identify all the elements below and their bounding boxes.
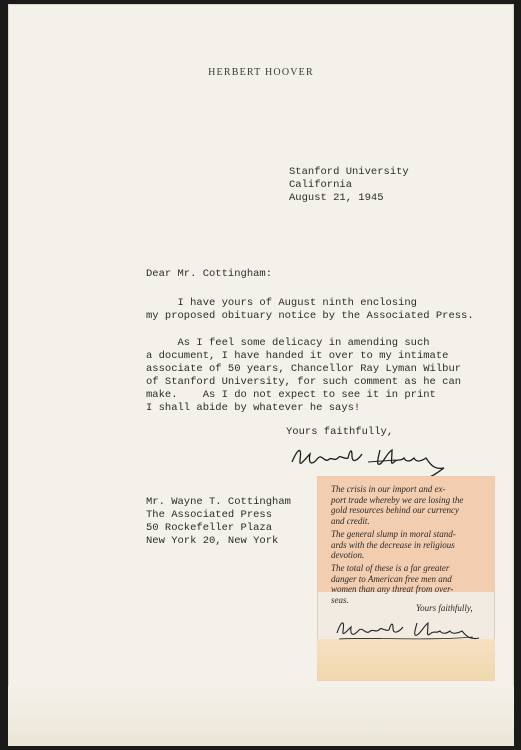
- letter-sheet: [8, 4, 514, 746]
- paragraph-line: of Stanford University, for such comment as he can: [146, 376, 462, 388]
- recipient-line: 50 Rockefeller Plaza: [146, 522, 273, 534]
- clipping-line: The crisis in our import and ex-: [331, 484, 446, 494]
- paragraph-line: I have yours of August ninth enclosing: [146, 297, 417, 309]
- clipping-line: danger to American free men and: [331, 573, 452, 584]
- recipient-line: New York 20, New York: [146, 535, 279, 547]
- paragraph-line: my proposed obituary notice by the Associated Press.: [146, 310, 474, 322]
- closing: Yours faithfully,: [286, 426, 394, 438]
- paragraph-line: I shall abide by whatever he says!: [146, 402, 361, 414]
- paragraph-line: a document, I have handed it over to my intimate: [146, 350, 449, 362]
- clipping-line: The general slump in moral stand-: [331, 529, 456, 539]
- recipient-line: Mr. Wayne T. Cottingham: [146, 496, 291, 508]
- printed-signature: [333, 615, 483, 643]
- paper-edge: [8, 686, 514, 746]
- clipping-line: devotion.: [331, 550, 365, 560]
- clipping-line: The total of these is a far greater: [331, 563, 450, 573]
- recipient-line: The Associated Press: [146, 509, 273, 521]
- clipping-line: and credit.: [331, 515, 370, 526]
- tape-strip: [317, 639, 495, 681]
- clipping-line: ards with the decrease in religious: [331, 539, 455, 550]
- paragraph-line: make. As I do not expect to see it in print: [146, 389, 436, 401]
- paragraph-line: As I feel some delicacy in amending such: [146, 337, 430, 349]
- handwritten-signature: [288, 440, 458, 480]
- newspaper-clipping: [317, 476, 495, 681]
- clipping-closing: Yours faithfully,: [416, 603, 473, 613]
- clipping-line: women than any threat from over-: [331, 584, 454, 594]
- paragraph-line: associate of 50 years, Chancellor Ray Lyman Wilbur: [146, 363, 462, 375]
- letter-date: August 21, 1945: [289, 192, 384, 204]
- letterhead: HERBERT HOOVER: [208, 67, 314, 78]
- clipping-line: port trade whereby we are losing the: [331, 494, 464, 505]
- sender-address-line: California: [289, 179, 353, 191]
- clipping-line: seas.: [331, 594, 349, 605]
- clipping-line: gold resources behind our currency: [331, 505, 459, 515]
- sender-address-line: Stanford University: [289, 166, 409, 178]
- salutation: Dear Mr. Cottingham:: [146, 268, 273, 280]
